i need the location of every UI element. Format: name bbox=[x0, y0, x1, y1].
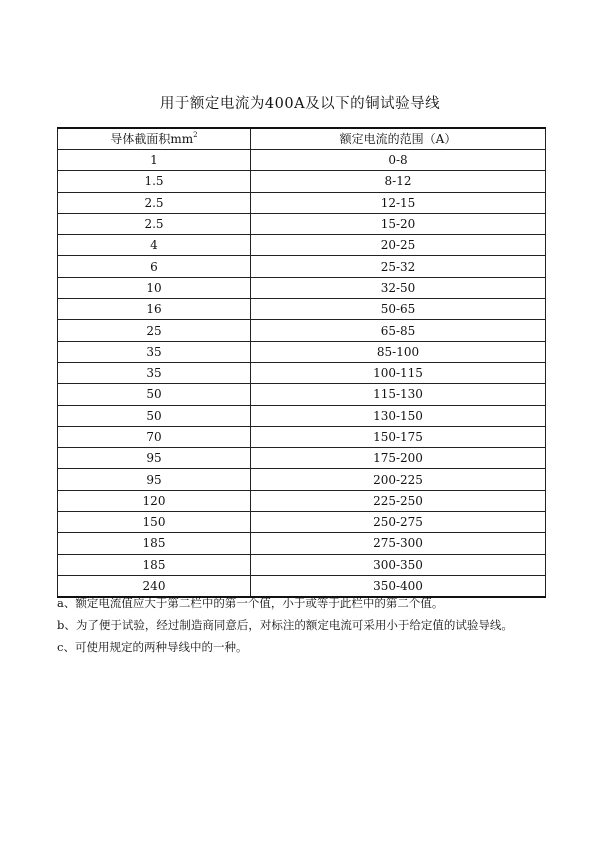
table-row bbox=[58, 256, 546, 277]
cell-conductor-area: 16 bbox=[58, 299, 251, 320]
cell-conductor-area: 120 bbox=[58, 490, 251, 511]
cell-current-range: 65-85 bbox=[251, 320, 546, 341]
cell-conductor-area: 1 bbox=[58, 150, 251, 171]
table-row bbox=[58, 213, 546, 234]
table-row bbox=[58, 192, 546, 213]
table-row bbox=[58, 533, 546, 554]
cell-conductor-area: 150 bbox=[58, 512, 251, 533]
cell-conductor-area: 10 bbox=[58, 277, 251, 298]
cell-conductor-area: 185 bbox=[58, 554, 251, 575]
table-row bbox=[58, 512, 546, 533]
table-row bbox=[58, 405, 546, 426]
conductor-current-table bbox=[57, 127, 546, 598]
footnote-b: b、为了便于试验，经过制造商同意后，对标注的额定电流可采用小于给定值的试验导线。 bbox=[57, 618, 513, 632]
cell-conductor-area: 185 bbox=[58, 533, 251, 554]
table-row bbox=[58, 426, 546, 447]
cell-current-range: 115-130 bbox=[251, 384, 546, 405]
cell-current-range: 350-400 bbox=[251, 575, 546, 597]
table-row bbox=[58, 554, 546, 575]
cell-conductor-area: 6 bbox=[58, 256, 251, 277]
cell-current-range: 15-20 bbox=[251, 213, 546, 234]
footnote-a: a、额定电流值应大于第二栏中的第一个值，小于或等于此栏中的第二个值。 bbox=[57, 596, 444, 610]
cell-conductor-area: 35 bbox=[58, 341, 251, 362]
table-row bbox=[58, 171, 546, 192]
superscript-two: 2 bbox=[193, 131, 198, 139]
table-row bbox=[58, 299, 546, 320]
cell-conductor-area: 1.5 bbox=[58, 171, 251, 192]
cell-conductor-area: 70 bbox=[58, 426, 251, 447]
cell-conductor-area: 50 bbox=[58, 384, 251, 405]
table-row bbox=[58, 320, 546, 341]
table-row bbox=[58, 341, 546, 362]
cell-current-range: 85-100 bbox=[251, 341, 546, 362]
table-row bbox=[58, 150, 546, 171]
cell-current-range: 50-65 bbox=[251, 299, 546, 320]
cell-current-range: 225-250 bbox=[251, 490, 546, 511]
table-body bbox=[58, 150, 546, 598]
table-row bbox=[58, 448, 546, 469]
cell-current-range: 20-25 bbox=[251, 235, 546, 256]
cell-current-range: 100-115 bbox=[251, 362, 546, 383]
header-conductor-area bbox=[58, 128, 251, 150]
cell-current-range: 32-50 bbox=[251, 277, 546, 298]
cell-current-range: 300-350 bbox=[251, 554, 546, 575]
table-header-row bbox=[58, 128, 546, 150]
table-row bbox=[58, 384, 546, 405]
cell-conductor-area: 50 bbox=[58, 405, 251, 426]
document-title: 用于额定电流为400A及以下的铜试验导线 bbox=[159, 96, 441, 112]
footnotes bbox=[57, 592, 557, 658]
cell-current-range: 12-15 bbox=[251, 192, 546, 213]
cell-conductor-area: 95 bbox=[58, 469, 251, 490]
cell-current-range: 200-225 bbox=[251, 469, 546, 490]
header-conductor-area-label: 导体截面积mm bbox=[110, 132, 194, 146]
cell-current-range: 250-275 bbox=[251, 512, 546, 533]
cell-current-range: 175-200 bbox=[251, 448, 546, 469]
cell-conductor-area: 2.5 bbox=[58, 192, 251, 213]
cell-conductor-area: 35 bbox=[58, 362, 251, 383]
cell-current-range: 8-12 bbox=[251, 171, 546, 192]
cell-current-range: 25-32 bbox=[251, 256, 546, 277]
header-current-range: 额定电流的范围（A） bbox=[251, 128, 546, 150]
footnote-c: c、可使用规定的两种导线中的一种。 bbox=[57, 640, 248, 654]
table-row bbox=[58, 469, 546, 490]
cell-conductor-area: 4 bbox=[58, 235, 251, 256]
cell-current-range: 130-150 bbox=[251, 405, 546, 426]
cell-current-range: 150-175 bbox=[251, 426, 546, 447]
cell-current-range: 275-300 bbox=[251, 533, 546, 554]
table-row bbox=[58, 235, 546, 256]
cell-conductor-area: 2.5 bbox=[58, 213, 251, 234]
cell-conductor-area: 25 bbox=[58, 320, 251, 341]
cell-conductor-area: 95 bbox=[58, 448, 251, 469]
table-row bbox=[58, 277, 546, 298]
cell-conductor-area: 240 bbox=[58, 575, 251, 597]
table-row bbox=[58, 490, 546, 511]
cell-current-range: 0-8 bbox=[251, 150, 546, 171]
table-row bbox=[58, 362, 546, 383]
